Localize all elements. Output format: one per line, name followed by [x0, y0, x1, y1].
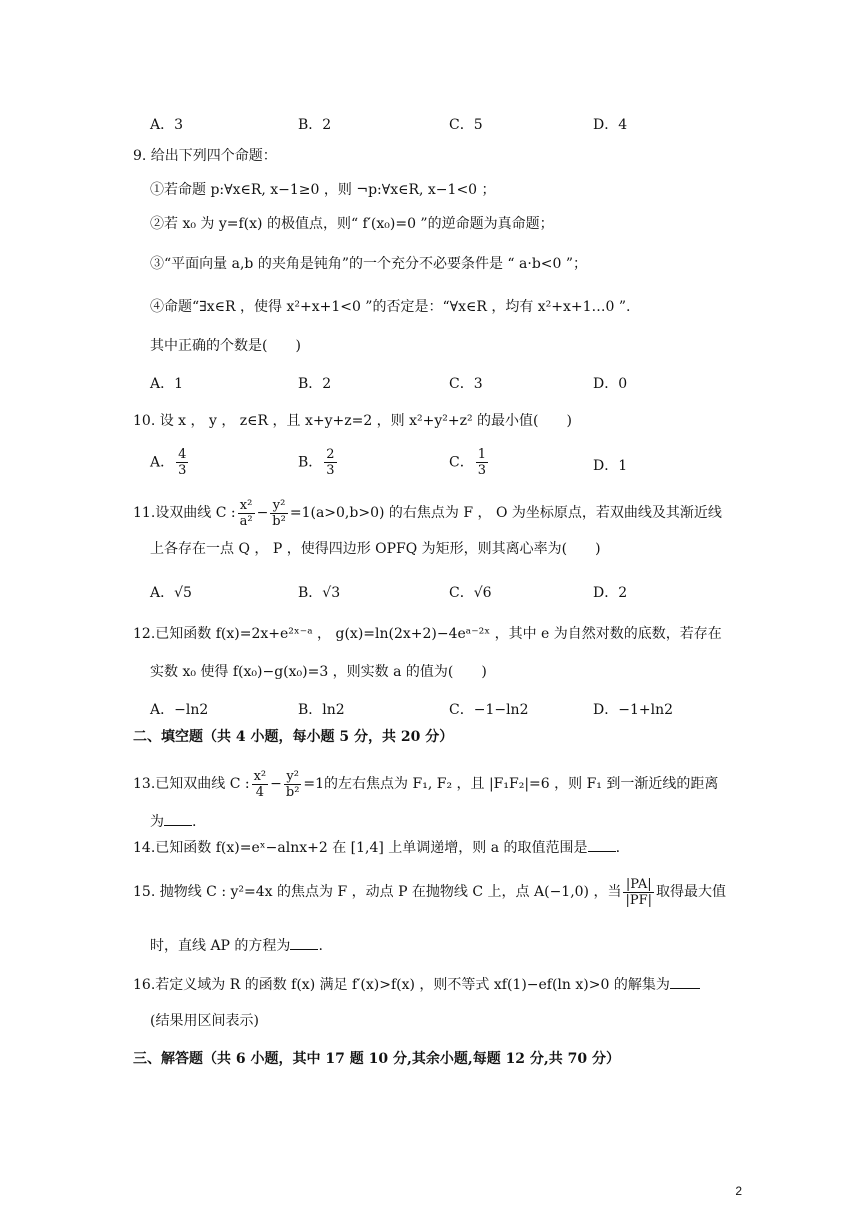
frac-numerator: x²	[253, 768, 267, 784]
frac-denominator: 3	[477, 463, 486, 478]
frac-numerator: 2	[326, 447, 335, 462]
frac-denominator: 3	[326, 463, 335, 478]
frac-denominator: b²	[272, 513, 286, 529]
q10-option-b	[298, 447, 339, 478]
q9-item-1: ①若命题 p:∀x∈R, x−1≥0 ，则 ¬p:∀x∈R, x−1<0 ；	[150, 182, 496, 198]
q13-minus: −	[270, 776, 282, 792]
q11-fraction-2	[270, 498, 288, 529]
q8-option-b: B．2	[298, 117, 332, 133]
q13-line-2	[150, 812, 196, 832]
q8-option-d: D．4	[593, 117, 628, 133]
q9-item-2: ②若 x₀ 为 y=f(x) 的极值点，则“ f′(x₀)=0 ”的逆命题为真命题；	[150, 216, 554, 232]
q10-option-b-label: B．	[298, 454, 323, 471]
q15-line-2-text: 时，直线 AP 的方程为	[150, 938, 291, 954]
frac-numerator: 1	[477, 447, 486, 462]
q10-option-b-fraction	[324, 447, 336, 478]
q12-option-a: A．−ln2	[150, 702, 209, 718]
q12-option-b: B．ln2	[298, 702, 345, 718]
q11-option-b: B．√3	[298, 585, 341, 601]
frac-numerator: y²	[270, 498, 288, 514]
frac-denominator: a²	[239, 513, 253, 529]
q15-line-1	[133, 872, 726, 912]
q11-stem-b: =1(a>0,b>0) 的右焦点为 F ， O 为坐标原点，若双曲线及其渐近线	[289, 505, 722, 521]
q10-stem: 10. 设 x ， y ， z∈R ，且 x+y+z=2 ，则 x²+y²+z² 的最小值( )	[133, 413, 572, 429]
section-3-heading: 三、解答题（共 6 小题，其中 17 题 10 分,其余小题,每题 12 分,共 70 分）	[133, 1051, 621, 1067]
q11-option-d: D．2	[593, 585, 628, 601]
frac-denominator: b²	[285, 784, 300, 800]
q10-option-a-label: A．	[150, 454, 175, 471]
q9-option-b: B．2	[298, 376, 332, 392]
q10-option-c-label: C．	[449, 454, 474, 471]
q16-line-1-text: 16.若定义域为 R 的函数 f(x) 满足 f′(x)>f(x) ，则不等式 xf(1)−ef(ln x)>0 的解集为	[133, 977, 670, 993]
q9-item-4: ④命题“∃x∈R ，使得 x²+x+1<0 ”的否定是：“∀x∈R ，均有 x²+x+1…0 ”.	[150, 299, 631, 315]
frac-numerator: |PA|	[623, 877, 654, 893]
q9-ask: 其中正确的个数是( )	[150, 338, 301, 354]
q11-fraction-1	[238, 498, 255, 529]
frac-denominator: |PF|	[625, 892, 653, 908]
q9-option-c: C．3	[449, 376, 483, 392]
q15-stem-b: 取得最大值	[656, 884, 727, 900]
q14-text: 14.已知函数 f(x)=eˣ−alnx+2 在 [1,4] 上单调递增，则 a 的取值范围是	[133, 840, 588, 856]
frac-denominator: 4	[255, 784, 264, 800]
q11-option-a: A．√5	[150, 585, 192, 601]
q14-answer-blank[interactable]	[588, 839, 616, 852]
q11-line-1	[133, 495, 722, 531]
q16-line-2: (结果用区间表示)	[150, 1013, 259, 1029]
q10-option-a	[150, 447, 190, 478]
q13-fraction-2	[284, 769, 302, 800]
q12-option-d: D．−1+ln2	[593, 702, 673, 718]
q13-fraction-1	[252, 769, 269, 800]
q16-answer-blank[interactable]	[670, 976, 700, 989]
q12-line-1: 12.已知函数 f(x)=2x+e²ˣ⁻ᵃ ， g(x)=ln(2x+2)−4eᵃ⁻²ˣ ，其中 e 为自然对数的底数，若存在	[133, 626, 722, 642]
q10-option-d: D．1	[593, 458, 628, 474]
q9-item-3: ③“平面向量 a,b 的夹角是钝角”的一个充分不必要条件是 “ a·b<0 ”；	[150, 256, 588, 272]
page-number: 2	[735, 1184, 742, 1198]
q15-fraction	[623, 877, 654, 908]
q12-line-2: 实数 x₀ 使得 f(x₀)−g(x₀)=3 ，则实数 a 的值为( )	[150, 664, 487, 680]
q14-end: .	[615, 840, 621, 856]
section-2-heading: 二、填空题（共 4 小题，每小题 5 分，共 20 分）	[133, 729, 454, 745]
frac-denominator: 3	[178, 463, 187, 478]
frac-numerator: 4	[178, 447, 187, 462]
q12-option-c: C．−1−ln2	[449, 702, 529, 718]
q13-line-2-end: .	[192, 814, 197, 830]
q10-option-c	[449, 447, 490, 478]
q10-option-c-fraction	[476, 447, 488, 478]
q15-line-2	[150, 936, 323, 956]
q9-option-d: D．0	[593, 376, 628, 392]
q13-stem-b: =1的左右焦点为 F₁, F₂ ，且 |F₁F₂|=6 ，则 F₁ 到一渐近线的距离	[303, 776, 719, 792]
q13-line-2-text: 为	[150, 814, 164, 830]
q15-answer-blank[interactable]	[290, 937, 318, 950]
q15-stem-a: 15. 抛物线 C : y²=4x 的焦点为 F ，动点 P 在抛物线 C 上，点 A(−1,0) ，当	[133, 884, 622, 900]
q8-option-c: C．5	[449, 117, 483, 133]
q9-stem: 9. 给出下列四个命题：	[133, 148, 277, 164]
q15-line-2-end: .	[318, 938, 323, 954]
q13-stem-a: 13.已知双曲线 C :	[133, 776, 250, 792]
q9-option-a: A．1	[150, 376, 184, 392]
q13-line-1	[133, 766, 718, 802]
q11-option-c: C．√6	[449, 585, 492, 601]
q11-minus: −	[256, 505, 269, 521]
q11-stem-a: 11.设双曲线 C :	[133, 505, 236, 521]
q16-line-1	[133, 975, 700, 995]
q11-line-2: 上各存在一点 Q ， P ，使得四边形 OPFQ 为矩形，则其离心率为( )	[150, 541, 601, 557]
frac-numerator: y²	[284, 769, 302, 785]
q13-answer-blank[interactable]	[164, 813, 192, 826]
frac-numerator: x²	[238, 498, 255, 514]
question-14	[133, 838, 620, 858]
q10-option-a-fraction	[176, 447, 188, 478]
q8-option-a: A．3	[150, 117, 184, 133]
